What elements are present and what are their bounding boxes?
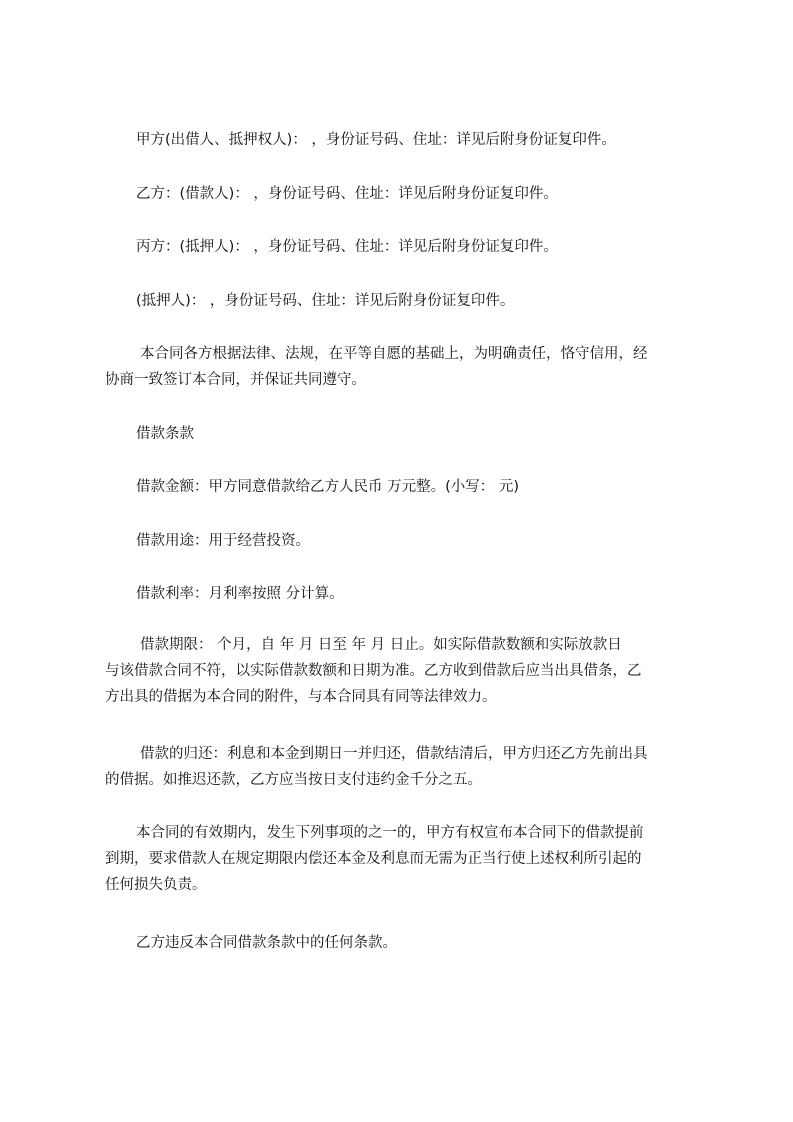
paragraph-line: 丙方：(抵押人)： ，身份证号码、住址：详见后附身份证复印件。 [136, 239, 558, 255]
breach-paragraph [105, 930, 736, 956]
paragraph-line: 乙方违反本合同借款条款中的任何条款。 [136, 935, 397, 951]
party-b-paragraph [105, 181, 736, 207]
loan-term-paragraph [105, 632, 705, 710]
paragraph-line: 借款金额：甲方同意借款给乙方人民币 万元整。(小写： 元) [136, 479, 520, 495]
paragraph-line: 方出具的借据为本合同的附件，与本合同具有同等法律效力。 [105, 689, 497, 705]
paragraph-line: 借款期限： 个月，自 年 月 日至 年 月 日止。如实际借款数额和实际放款日 [140, 637, 622, 653]
paragraph-line: 甲方(出借人、抵押权人)： ，身份证号码、住址：详见后附身份证复印件。 [136, 132, 616, 148]
party-c-paragraph [105, 234, 736, 260]
party-a-paragraph [105, 127, 736, 153]
paragraph-line: 乙方：(借款人)： ，身份证号码、住址：详见后附身份证复印件。 [136, 186, 558, 202]
paragraph-line: 的借据。如推迟还款，乙方应当按日支付违约金千分之五。 [105, 772, 482, 788]
preamble-paragraph [105, 341, 705, 393]
paragraph-line: 本合同各方根据法律、法规，在平等自愿的基础上，为明确责任，恪守信用，经 [140, 346, 648, 362]
paragraph-line: (抵押人)： ，身份证号码、住址：详见后附身份证复印件。 [136, 293, 515, 309]
loan-terms-heading [105, 421, 736, 447]
loan-purpose-paragraph [105, 528, 736, 554]
paragraph-line: 与该借款合同不符，以实际借款数额和日期为准。乙方收到借款后应当出具借条，乙 [105, 663, 642, 679]
acceleration-paragraph [105, 820, 705, 898]
loan-amount-paragraph [105, 474, 736, 500]
paragraph-line: 借款用途：用于经营投资。 [136, 533, 310, 549]
loan-rate-paragraph [105, 581, 736, 607]
paragraph-line: 借款条款 [136, 426, 194, 442]
party-d-paragraph [105, 288, 736, 314]
paragraph-line: 到期，要求借款人在规定期限内偿还本金及利息而无需为正当行使上述权利所引起的 [105, 851, 642, 867]
paragraph-line: 借款利率：月利率按照 分计算。 [136, 586, 344, 602]
paragraph-line: 协商一致签订本合同，并保证共同遵守。 [105, 372, 366, 388]
loan-repayment-paragraph [105, 741, 705, 793]
paragraph-line: 借款的归还：利息和本金到期日一并归还，借款结清后，甲方归还乙方先前出具 [140, 746, 648, 762]
paragraph-line: 本合同的有效期内，发生下列事项的之一的，甲方有权宣布本合同下的借款提前 [136, 825, 644, 841]
paragraph-line: 任何损失负责。 [105, 877, 207, 893]
